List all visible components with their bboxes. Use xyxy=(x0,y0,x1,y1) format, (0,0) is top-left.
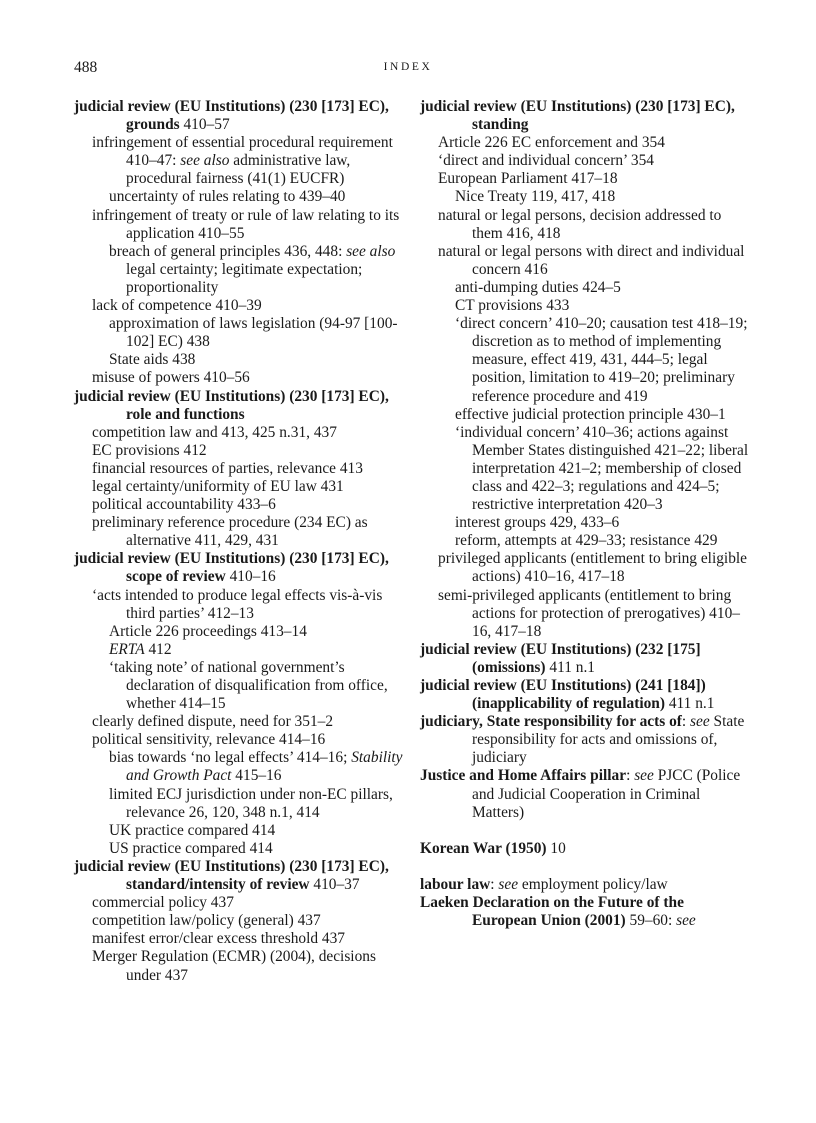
entry-text: 410–16 xyxy=(225,568,276,586)
index-heading-entry xyxy=(420,840,750,858)
index-subentry xyxy=(420,550,750,586)
entry-text: financial resources of parties, relevance 413 xyxy=(92,459,363,477)
entry-text: 415–16 xyxy=(231,767,282,785)
entry-text: clearly defined dispute, need for 351–2 xyxy=(92,713,334,731)
index-heading-entry xyxy=(74,858,414,894)
entry-text: judicial review (EU Institutions) (230 [173] EC), standing xyxy=(420,98,735,134)
entry-text: political accountability 433–6 xyxy=(92,496,276,514)
entry-text: ‘taking note’ of national government’s declaration of disqualification from office, whether 414–15 xyxy=(109,658,388,713)
entry-text: Korean War (1950) xyxy=(420,839,547,857)
entry-text: see xyxy=(676,912,696,930)
entry-text: judicial review (EU Institutions) (230 [173] EC), grounds xyxy=(74,98,389,134)
entry-text: natural or legal persons, decision addressed to them 416, 418 xyxy=(438,206,722,242)
entry-text: judicial review (EU Institutions) (232 [175] (omissions) xyxy=(420,640,701,676)
index-subentry xyxy=(420,152,750,170)
entry-text: 412 xyxy=(144,640,172,658)
entry-spacer xyxy=(420,822,750,840)
entry-text: judicial review (EU Institutions) (230 [173] EC), role and functions xyxy=(74,387,389,423)
entry-text: see xyxy=(634,767,654,785)
entry-text: see also xyxy=(180,152,230,170)
entry-text: privileged applicants (entitlement to bring eligible actions) 410–16, 417–18 xyxy=(438,550,748,586)
entry-text: commercial policy 437 xyxy=(92,894,234,912)
entry-text: ‘direct concern’ 410–20; causation test 418–19; discretion as to method of implementing measure, effect 419, 431, 444–5; legal position, limitation to 419–20; preliminary reference procedure and 419 xyxy=(455,315,748,405)
index-subentry xyxy=(74,840,414,858)
entry-text: Nice Treaty 119, 417, 418 xyxy=(455,188,616,206)
index-subentry xyxy=(74,297,414,315)
index-subentry xyxy=(74,948,414,984)
index-subentry xyxy=(420,587,750,641)
index-subentry xyxy=(74,315,414,351)
index-subentry xyxy=(74,369,414,387)
entry-text: 410–37 xyxy=(309,876,360,894)
index-subentry xyxy=(420,297,750,315)
entry-text: competition law and 413, 425 n.31, 437 xyxy=(92,423,337,441)
entry-text: State aids 438 xyxy=(109,351,196,369)
entry-text: 10 xyxy=(546,839,566,857)
entry-text: ‘direct and individual concern’ 354 xyxy=(438,152,654,170)
running-head: INDEX xyxy=(383,61,433,73)
entry-text: semi-privileged applicants (entitlement to bring actions for protection of prerogatives) 410–16, 417–18 xyxy=(438,586,740,640)
index-subentry xyxy=(74,749,414,785)
entry-text: 411 n.1 xyxy=(545,658,595,676)
entry-text: Justice and Home Affairs pillar xyxy=(420,767,627,785)
entry-text: judicial review (EU Institutions) (230 [173] EC), standard/intensity of review xyxy=(74,857,389,894)
entry-text: PJCC (Police and Judicial Cooperation in Criminal Matters) xyxy=(472,767,741,821)
entry-text: breach of general principles 436, 448: xyxy=(109,242,347,260)
entry-text: State responsibility for acts and omissions of, judiciary xyxy=(472,713,745,767)
index-subentry xyxy=(74,207,414,243)
entry-text: UK practice compared 414 xyxy=(109,821,276,839)
index-heading-entry xyxy=(420,98,750,134)
index-subentry xyxy=(74,930,414,948)
index-subentry xyxy=(420,514,750,532)
entry-text: infringement of treaty or rule of law relating to its application 410–55 xyxy=(92,206,400,242)
index-subentry xyxy=(420,170,750,188)
entry-text: interest groups 429, 433–6 xyxy=(455,514,620,532)
entry-text: misuse of powers 410–56 xyxy=(92,369,250,387)
entry-text: reform, attempts at 429–33; resistance 429 xyxy=(455,532,718,550)
entry-text: approximation of laws legislation (94-97 [100-102] EC) 438 xyxy=(109,315,398,351)
entry-text: ‘individual concern’ 410–36; actions against Member States distinguished 421–22; liberal interpretation 421–2; membership of closed class and 422–3; regulations and 424–5; restrictive interpretation 420–3 xyxy=(455,423,749,514)
index-subentry xyxy=(74,623,414,641)
entry-text: see xyxy=(498,876,519,894)
page-number: 488 xyxy=(74,59,98,76)
entry-text: legal certainty; legitimate expectation; proportionality xyxy=(126,260,363,296)
index-subentry xyxy=(74,659,414,713)
index-subentry xyxy=(74,424,414,442)
entry-text: see xyxy=(690,713,710,731)
entry-text: EC provisions 412 xyxy=(92,441,207,459)
index-subentry xyxy=(74,478,414,496)
entry-text: ‘acts intended to produce legal effects vis-à-vis third parties’ 412–13 xyxy=(92,586,383,622)
entry-text: legal certainty/uniformity of EU law 431 xyxy=(92,477,344,495)
index-subentry xyxy=(420,424,750,514)
entry-text: labour law xyxy=(420,876,491,894)
entry-text: 59–60: xyxy=(625,912,677,930)
index-subentry xyxy=(74,442,414,460)
index-heading-entry xyxy=(420,894,750,930)
entry-text: 410–57 xyxy=(179,116,230,134)
entry-text: Stability and Growth Pact xyxy=(126,749,403,785)
index-heading-entry xyxy=(74,550,414,586)
entry-text: US practice compared 414 xyxy=(109,839,273,857)
entry-text: : xyxy=(626,767,635,785)
index-heading-entry xyxy=(420,677,750,713)
index-subentry xyxy=(74,912,414,930)
index-column-right xyxy=(420,98,750,930)
index-subentry xyxy=(74,713,414,731)
index-subentry xyxy=(74,496,414,514)
index-subentry xyxy=(74,641,414,659)
index-subentry xyxy=(420,315,750,405)
index-subentry xyxy=(74,351,414,369)
entry-text: : xyxy=(490,876,499,894)
entry-text: : xyxy=(681,713,691,731)
entry-text: manifest error/clear excess threshold 437 xyxy=(92,930,345,948)
entry-text: limited ECJ jurisdiction under non-EC pillars, relevance 26, 120, 348 n.1, 414 xyxy=(109,785,393,821)
index-subentry xyxy=(420,243,750,279)
index-heading-entry xyxy=(74,388,414,424)
index-subentry xyxy=(74,822,414,840)
entry-text: anti-dumping duties 424–5 xyxy=(455,278,621,296)
entry-text: judiciary, State responsibility for acts of xyxy=(420,713,682,731)
index-subentry xyxy=(74,460,414,478)
index-subentry xyxy=(74,243,414,297)
entry-text: natural or legal persons with direct and individual concern 416 xyxy=(438,242,745,278)
index-subentry xyxy=(74,188,414,206)
index-subentry xyxy=(420,188,750,206)
index-subentry xyxy=(74,786,414,822)
index-column-left xyxy=(74,98,414,985)
index-heading-entry xyxy=(420,641,750,677)
index-subentry xyxy=(74,587,414,623)
index-subentry xyxy=(420,207,750,243)
index-subentry xyxy=(74,894,414,912)
entry-text: judicial review (EU Institutions) (230 [173] EC), scope of review xyxy=(74,550,389,586)
entry-text: uncertainty of rules relating to 439–40 xyxy=(109,188,346,206)
entry-text: ERTA xyxy=(109,640,145,658)
entry-text: competition law/policy (general) 437 xyxy=(92,912,321,930)
entry-spacer xyxy=(420,858,750,876)
entry-text: Article 226 EC enforcement and 354 xyxy=(438,134,665,152)
index-heading-entry xyxy=(420,876,750,894)
entry-text: administrative law, procedural fairness (41(1) EUCFR) xyxy=(126,152,351,188)
index-subentry xyxy=(74,514,414,550)
index-heading-entry xyxy=(420,767,750,821)
index-subentry xyxy=(74,134,414,188)
entry-text: lack of competence 410–39 xyxy=(92,297,262,315)
entry-text: employment policy/law xyxy=(518,876,668,894)
entry-text: preliminary reference procedure (234 EC) as alternative 411, 429, 431 xyxy=(92,514,368,550)
index-subentry xyxy=(420,532,750,550)
entry-text: judicial review (EU Institutions) (241 [184]) (inapplicability of regulation) xyxy=(420,677,706,713)
entry-text: effective judicial protection principle 430–1 xyxy=(455,405,726,423)
entry-text: Laeken Declaration on the Future of the European Union (2001) xyxy=(420,894,684,930)
index-heading-entry xyxy=(420,713,750,767)
entry-text: see also xyxy=(346,242,396,260)
entry-text: political sensitivity, relevance 414–16 xyxy=(92,731,326,749)
entry-text: Merger Regulation (ECMR) (2004), decisions under 437 xyxy=(92,948,376,984)
index-subentry xyxy=(420,406,750,424)
entry-text: CT provisions 433 xyxy=(455,297,570,315)
index-subentry xyxy=(74,731,414,749)
entry-text: Article 226 proceedings 413–14 xyxy=(109,622,307,640)
index-heading-entry xyxy=(74,98,414,134)
index-subentry xyxy=(420,279,750,297)
entry-text: 411 n.1 xyxy=(664,695,715,713)
entry-text: European Parliament 417–18 xyxy=(438,170,618,188)
index-subentry xyxy=(420,134,750,152)
entry-text: bias towards ‘no legal effects’ 414–16; xyxy=(109,749,352,767)
entry-text: infringement of essential procedural requirement 410–47: xyxy=(92,134,393,170)
